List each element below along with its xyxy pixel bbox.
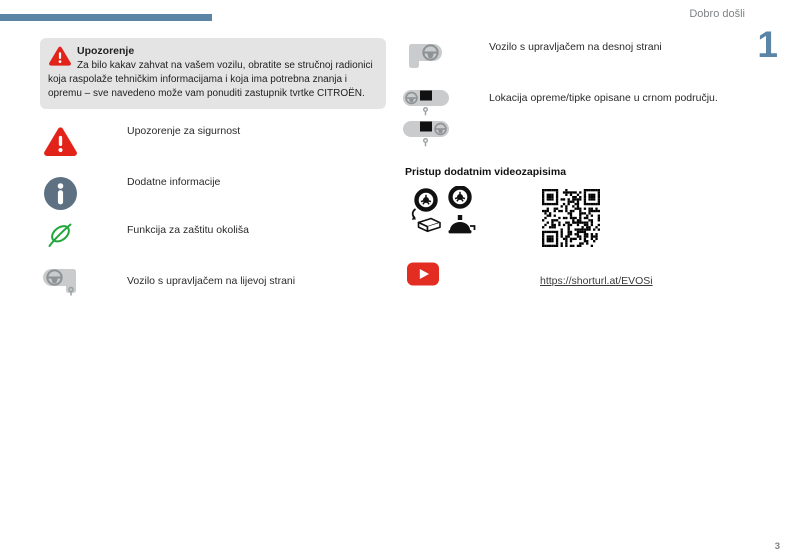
dashboard-right-black-area-icon <box>402 119 450 149</box>
steering-right-icon <box>403 40 443 74</box>
warning-box <box>40 38 386 109</box>
info-icon <box>44 177 77 210</box>
tire-jack-icon <box>444 186 476 242</box>
leaf-icon <box>46 219 74 249</box>
legend-label: Vozilo s upravljačem na desnoj strani <box>489 41 662 53</box>
warning-body: Za bilo kakav zahvat na vašem vozilu, obratite se stručnoj radionici koja raspolaže tehničkim informacijama i koja ima potrebna znanja i opremu – sve navedeno može vam ponuditi zastupnik tvrtke CITROËN. <box>48 60 373 99</box>
chapter-number: 1 <box>757 24 778 65</box>
legend-label: Lokacija opreme/tipke opisane u crnom području. <box>489 92 718 104</box>
dashboard-left-black-area-icon <box>402 88 450 118</box>
qr-code <box>542 189 600 247</box>
video-link[interactable]: https://shorturl.at/EVOSi <box>540 275 653 287</box>
steering-left-icon <box>42 266 82 298</box>
page-number: 3 <box>774 541 780 552</box>
warning-triangle-icon <box>44 127 77 156</box>
legend-label: Vozilo s upravljačem na lijevoj strani <box>127 275 296 287</box>
tire-repair-kit-icon <box>408 188 442 234</box>
videos-section-heading: Pristup dodatnim videozapisima <box>405 166 567 178</box>
page-header-title: Dobro došli <box>689 8 745 20</box>
legend-label: Funkcija za zaštitu okoliša <box>127 224 249 236</box>
warning-triangle-icon <box>49 46 71 66</box>
legend-label: Upozorenje za sigurnost <box>127 125 241 137</box>
legend-label: Dodatne informacije <box>127 176 221 188</box>
warning-title: Upozorenje <box>77 45 135 57</box>
top-accent-bar <box>0 14 212 21</box>
youtube-icon[interactable] <box>407 260 439 288</box>
